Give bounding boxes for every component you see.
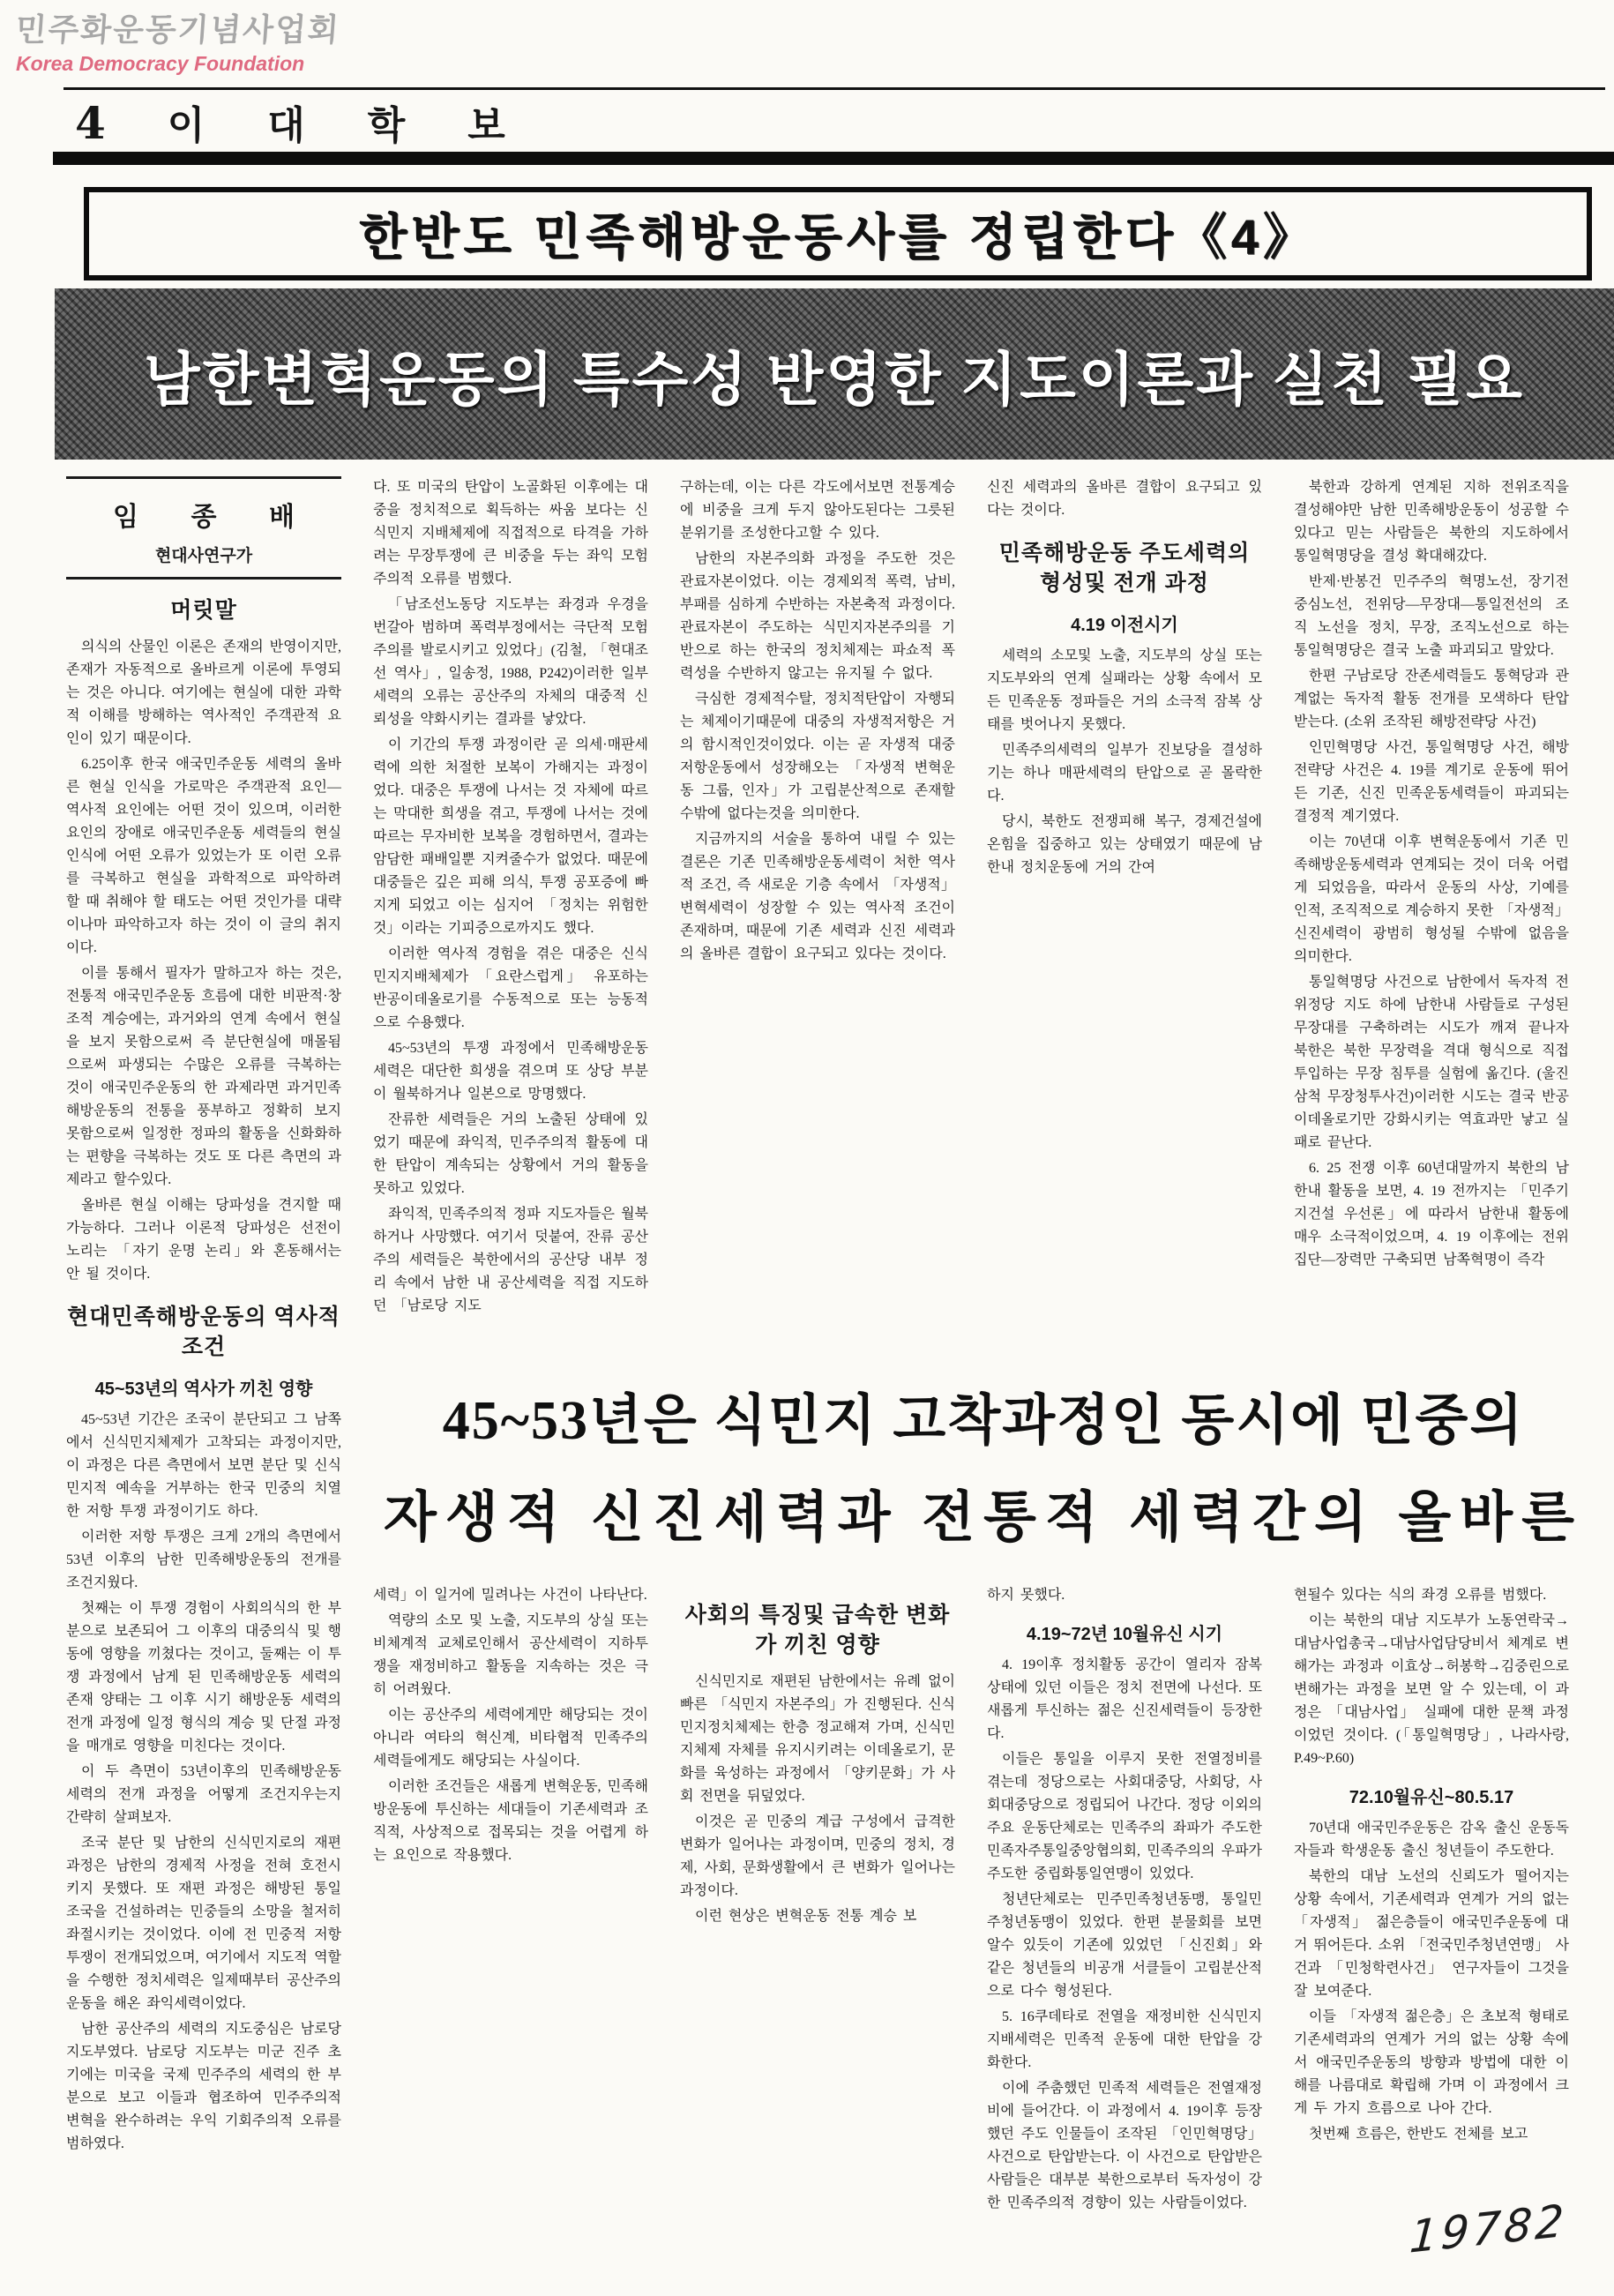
sub-heading: 4.19 이전시기	[1071, 616, 1178, 635]
newspaper-title: 이 대 학 보	[167, 104, 532, 147]
article-column-2-bottom	[373, 1584, 648, 2292]
article-column-3-top	[680, 476, 955, 1369]
paragraph: 첫번째 흐름은, 한반도 전체를 보고	[1309, 2127, 1528, 2142]
paragraph: 이에 주춤했던 민족적 세력들은 전열재정비에 들어간다. 이 과정에서 4. 19이후 등장했던 주도 인물들이 조작된 「인민혁명당」 사건으로 탄압받는다. 이 사건으로 탄압받은 사람들은 대부분 북한으로부터 독자성이 강한 민족주의적 경향이 있는 사람들이었다.	[987, 2081, 1262, 2210]
article-column-4-top	[987, 476, 1262, 1369]
logo-english-text: Korea Democracy Foundation	[16, 52, 305, 75]
mid-headline	[353, 1372, 1614, 1582]
paragraph: 이들 「자생적 젊은층」은 초보적 형태로 기존세력과의 연계가 거의 없는 상황 속에서 애국민주운동의 방향과 방법에 대한 이해를 나름대로 확립해 가며 이 과정에서 크게 두 가지 흐름으로 나아 간다.	[1294, 2009, 1569, 2116]
paragraph: 남한의 자본주의화 과정을 주도한 것은 관료자본이었다. 이는 경제외적 폭력, 남비, 부패를 심하게 수반하는 자본축적 과정이다. 관료자본이 주도하는 식민지자본주의를 기반으로 하는 한국의 정치체제는 파쇼적 폭력성을 수반하지 않고는 유지될 수 없다.	[680, 551, 955, 681]
masthead	[75, 93, 1574, 150]
paragraph: 이러한 조건들은 새롭게 변혁운동, 민족해방운동에 투신하는 세대들이 기존세력과 조직적, 사상적으로 접목되는 것을 어렵게 하는 요인으로 작용했다.	[373, 1779, 648, 1863]
byline-name: 임 종 배	[113, 503, 295, 532]
paragraph: 45~53년의 투쟁 과정에서 민족해방운동 세력은 대단한 희생을 겪으며 또 상당 부분이 월북하거나 일본으로 망명했다.	[373, 1041, 648, 1102]
masthead-bar	[53, 152, 1614, 165]
paragraph: 이러한 역사적 경험을 겪은 대중은 신식민지지배체제가 「요란스럽게」 유포하는 반공이데올로기를 수동적으로 또는 능동적으로 수용했다.	[373, 946, 648, 1030]
article-column-4-bottom	[987, 1584, 1262, 2292]
main-headline	[55, 288, 1614, 460]
paragraph: 6. 25 전쟁 이후 60년대말까지 북한의 남한내 활동을 보면, 4. 19 전까지는 「민주기지건설 우선론」에 따라서 남한내 활동에 매우 소극적이었으며, 4. 19 이후에는 전위집단—장력만 구축되면 남쪽혁명이 즉각	[1294, 1161, 1569, 1268]
paragraph: 한편 구남로당 잔존세력들도 통혁당과 관계없는 독자적 활동 전개를 모색하다 탄압 받는다. (소위 조작된 해방전략당 사건)	[1294, 669, 1569, 729]
paragraph: 70년대 애국민주운동은 감옥 출신 운동독자들과 학생운동 출신 청년들이 주도한다.	[1294, 1821, 1569, 1858]
paragraph: 북한의 대남 노선의 신뢰도가 떨어지는 상황 속에서, 기존세력과 연계가 거의 없는 「자생적」 젊은층들이 애국민주운동에 대거 뛰어든다. 소위 「전국민주청년연맹」 사건과 「민청학련사건」 연구자들이 그것을 잘 보여준다.	[1294, 1869, 1569, 1999]
sub-heading: 4.19~72년 10월유신 시기	[1026, 1625, 1223, 1644]
article-column-1	[66, 476, 341, 2290]
paragraph: 지금까지의 서술을 통하여 내릴 수 있는 결론은 기존 민족해방운동세력이 처한 역사적 조건, 즉 새로운 기층 속에서 「자생적」 변혁세력이 성장할 수 있는 역사적 조건이 존재하며, 때문에 기존 세력과 신진 세력과의 올바른 결합이 요구되고 있다는 것이다.	[680, 832, 955, 961]
logo-korean-text: 민주화운동기념사업회	[14, 11, 342, 48]
article-column-3-bottom	[680, 1584, 955, 2292]
sub-heading: 72.10월유신~80.5.17	[1349, 1788, 1514, 1807]
mid-headline-line2: 자생적 신진세력과 전통적 세력간의 올바른	[383, 1488, 1584, 1548]
paragraph: 당시, 북한도 전쟁피해 복구, 경제건설에 온힘을 집중하고 있는 상태였기 때문에 남한내 정치운동에 거의 간여	[987, 814, 1262, 875]
paragraph: 세력의 소모및 노출, 지도부의 상실 또는 지도부와의 연계 실패라는 상황 속에서 모든 민족운동 정파들은 거의 소극적 잠복 상태를 벗어나지 못했다.	[987, 648, 1262, 732]
series-banner-text: 한반도 민족해방운동사를 정립한다《4》	[359, 209, 1317, 265]
paragraph: 다. 또 미국의 탄압이 노골화된 이후에는 대중을 정치적으로 획득하는 싸움 보다는 신식민지 지배체제에 직접적으로 타격을 가하려는 무장투쟁에 큰 비중을 두는 좌익 모험주의적 오류를 범했다.	[373, 480, 648, 587]
paragraph: 5. 16쿠데타로 전열을 재정비한 신식민지지배세력은 민족적 운동에 대한 탄압을 강화한다.	[987, 2009, 1262, 2070]
article-column-5-top	[1294, 476, 1569, 1369]
article-column-2-top	[373, 476, 648, 1369]
byline-box	[66, 476, 341, 580]
paragraph: 이것은 곧 민중의 계급 구성에서 급격한 변화가 일어나는 과정이며, 민중의 정치, 경제, 사회, 문화생활에서 큰 변화가 일어나는 과정이다.	[680, 1814, 955, 1898]
paragraph: 이 기간의 투쟁 과정이란 곧 의세·매판세력에 의한 처절한 보복이 가해지는 과정이었다. 대중은 투쟁에 나서는 것 자체에 따르는 막대한 희생을 겪고, 투쟁에 나서는 것에 따르는 무자비한 보복을 경험하면서, 결과는 암담한 패배일뿐 지켜줄수가 없었다. 때문에 대중들은 깊은 피해 의식, 투쟁 공포증에 빠지게 되었고 이는 심지어 「정치는 위험한 것」이라는 기피증으로까지도 했다.	[373, 737, 648, 936]
paragraph: 45~53년 기간은 조국이 분단되고 그 남쪽에서 신식민지체제가 고착되는 과정이지만, 이 과정은 다른 측면에서 보면 분단 및 신식민지적 예속을 거부하는 한국 민중의 치열한 저항 투쟁 과정이기도 하다.	[66, 1412, 341, 1519]
paragraph: 이는 북한의 대남 지도부가 노동연락국→대남사업총국→대남사업담당비서 체계로 변해가는 과정과 이효상→허봉학→김중린으로 변해가는 과정을 보면 알 수 있는데, 이 과정은 「대남사업」 실패에 대한 문책 과정이었던 것이다. (「통일혁명당」, 나라사랑, P.49~P.60)	[1294, 1613, 1569, 1766]
paragraph: 6.25이후 한국 애국민주운동 세력의 올바른 현실 인식을 가로막은 주객관적 요인—역사적 요인에는 어떤 것이 있으며, 이러한 요인의 장애로 애국민주운동 세력들의 현실 인식에 어떤 오류가 있었는가 또 이런 오류를 극복하고 현실을 과학적으로 파악하려 할 때 취해야 할 태도는 어떤 것인가를 대략이나마 파악하고자 하는 것이 이 글의 취지이다.	[66, 757, 341, 955]
section-heading: 사회의 특징및 급속한 변화가 끼친 영향	[684, 1603, 951, 1657]
paragraph: 남한 공산주의 세력의 지도중심은 남로당 지도부였다. 남로당 지도부는 미군 진주 초기에는 미국을 국제 민주주의 세력의 한 부분으로 보고 이들과 협조하여 민주주의적 변혁을 완수하려는 우익 기회주의적 오류를 범하였다.	[66, 2022, 341, 2151]
paragraph: 잔류한 세력들은 거의 노출된 상태에 있었기 때문에 좌익적, 민주주의적 활동에 대한 탄압이 계속되는 상황에서 거의 활동을 못하고 있었다.	[373, 1112, 648, 1196]
paragraph: 청년단체로는 민주민족청년동맹, 통일민주청년동맹이 있었다. 한편 분물회를 보면 알수 있듯이 기존에 있었던 「신진회」와 같은 청년들의 비공개 서클들이 고립분산적으로 다수 형성된다.	[987, 1892, 1262, 1999]
paragraph: 첫째는 이 투쟁 경험이 사회의식의 한 부분으로 보존되어 그 이후의 대중의식 및 행동에 영향을 끼쳤다는 것이고, 둘째는 이 투쟁 과정에서 남게 된 민족해방운동 세력의 존재 양태는 그 이후 시기 해방운동 세력의 전개 과정에 일정 형식의 계승 및 단절 과정을 매개로 영향을 미친다는 것이다.	[66, 1601, 341, 1754]
paragraph: 이는 70년대 이후 변혁운동에서 기존 민족해방운동세력과 연계되는 것이 더욱 어렵게 되었음을, 따라서 운동의 사상, 기예를 인적, 조직적으로 계승하지 못한 「자생적」 신진세력이 광범히 형성될 수밖에 없음을 의미한다.	[1294, 834, 1569, 964]
section-heading: 민족해방운동 주도세력의 형성및 전개 과정	[998, 541, 1251, 595]
paragraph: 북한과 강하게 연계된 지하 전위조직을 결성해야만 남한 민족해방운동이 성공할 수 있다고 믿는 사람들은 북한의 지도하에서 통일혁명당을 결성 확대해갔다.	[1294, 480, 1569, 564]
article-column-5-bottom	[1294, 1584, 1569, 2292]
paragraph: 이를 통해서 필자가 말하고자 하는 것은, 전통적 애국민주운동 흐름에 대한 비판적·창조적 계승에는, 과거와의 연계 속에서 현실을 보지 못함으로써 즉 분단현실에 매몰됨으로써 파생되는 수많은 오류를 극복하는 것이 애국민주운동의 한 과제라면 과거민족해방운동의 전통을 풍부하고 정확히 보지 못함으로써 일정한 정파의 활동을 신화화하는 편향을 극복하는 것도 또 다른 측면의 과제라고 할수있다.	[66, 966, 341, 1187]
paragraph: 이 두 측면이 53년이후의 민족해방운동 세력의 전개 과정을 어떻게 조건지우는지 간략히 살펴보자.	[66, 1764, 341, 1825]
paragraph: 신진 세력과의 올바른 결합이 요구되고 있다는 것이다.	[987, 480, 1262, 518]
series-banner	[84, 187, 1592, 280]
korea-democracy-foundation-logo	[16, 5, 340, 76]
paragraph: 좌익적, 민족주의적 정파 지도자들은 월북하거나 사망했다. 여기서 덧붙여, 잔류 공산주의 세력들은 북한에서의 공산당 내부 정리 속에서 남한 내 공산세력을 직접 지도하던 「남로당 지도	[373, 1207, 648, 1313]
paragraph: 4. 19이후 정치활동 공간이 열리자 잠복 상태에 있던 이들은 정치 전면에 나선다. 또 새롭게 투신하는 젊은 신진세력들이 등장한다.	[987, 1657, 1262, 1741]
page-number: 4	[75, 97, 106, 149]
paragraph: 인민혁명당 사건, 통일혁명당 사건, 해방전략당 사건은 4. 19를 계기로 운동에 뛰어든 기존, 신진 민족운동세력들이 파괴되는 결정적 계기였다.	[1294, 740, 1569, 824]
masthead-top-rule	[64, 87, 1605, 90]
paragraph: 통일혁명당 사건으로 남한에서 독자적 전위정당 지도 하에 남한내 사람들로 구성된 무장대를 구축하려는 시도가 깨져 끝나자 북한은 북한 무장력을 격대 형식으로 직접 투입하는 무장 침투를 실험에 옮긴다. (울진삼척 무장청투사건)이러한 시도는 결국 반공이데올로기만 강화시키는 역효과만 낳고 실패로 끝난다.	[1294, 975, 1569, 1150]
paragraph: 조국 분단 및 남한의 신식민지로의 재편 과정은 남한의 경제적 사정을 전혀 호전시키지 못했다. 또 재편 과정은 해방된 통일 조국을 건설하려는 민중들의 소망을 철저히 좌절시키는 것이었다. 이에 전 민중적 저항 투쟁이 전개되었으며, 여기에서 지도적 역할을 수행한 정치세력은 일제때부터 공산주의 운동을 해온 좌익세력이었다.	[66, 1836, 341, 2011]
column-text	[66, 595, 341, 2156]
paragraph: 민족주의세력의 일부가 진보당을 결성하기는 하나 매판세력의 탄압으로 곧 몰락한다.	[987, 743, 1262, 804]
main-headline-text: 남한변혁운동의 특수성 반영한 지도이론과 실천 필요	[143, 348, 1526, 413]
paragraph: 올바른 현실 이해는 당파성을 견지할 때 가능하다. 그러나 이론적 당파성은 선전이 노리는 「자기 운명 논리」와 혼동해서는 안 될 것이다.	[66, 1198, 341, 1282]
paragraph: 세력」이 일거에 밀려나는 사건이 나타난다.	[373, 1588, 647, 1603]
paragraph: 이들은 통일을 이루지 못한 전열정비를 겪는데 정당으로는 사회대중당, 사회당, 사회대중당으로 정립되어 나간다. 정당 이외의 주요 운동단체로는 민족주의 좌파가 주도한 민족자주통일중앙협의회, 민족주의의 우파가 주도한 중립화통일연맹이 있었다.	[987, 1752, 1262, 1881]
paragraph: 이는 공산주의 세력에게만 해당되는 것이 아니라 여타의 혁신계, 비타협적 민족주의 세력들에게도 해당되는 사실이다.	[373, 1708, 648, 1769]
section-heading: 머릿말	[170, 598, 237, 623]
mid-headline-line1: 45~53년은 식민지 고착과정인 동시에 민중의	[442, 1391, 1525, 1451]
paragraph: 「남조선노동당 지도부는 좌경과 우경을 번갈아 범하며 폭력부정에서는 극단적 모험주의를 발로시키고 있었다」(김철, 「현대조선 역사」, 일송정, 1988, P242)이러한 일부 세력의 오류는 공산주의 자체의 대중적 신뢰성을 약화시키는 결과를 낳았다.	[373, 597, 648, 727]
paragraph: 하지 못했다.	[987, 1588, 1065, 1603]
paragraph: 의식의 산물인 이론은 존재의 반영이지만, 존재가 자동적으로 올바르게 이론에 투영되는 것은 아니다. 여기에는 현실에 대한 과학적 이해를 방해하는 역사적인 주객관적 요인이 있기 때문이다.	[66, 639, 341, 746]
paragraph: 극심한 경제적수탈, 정치적탄압이 자행되는 체제이기때문에 대중의 자생적저항은 거의 함시적인것이었다. 이는 곧 자생적 대중저항운동에서 성장해오는 「자생적 변혁운동 그룹, 인자」가 고립분산적으로 존재할 수밖에 없다는것을 의미한다.	[680, 692, 955, 821]
paragraph: 반제·반봉건 민주주의 혁명노선, 장기전 중심노선, 전위당—무장대—통일전선의 조직 노선을 정치, 무장, 조직노선으로 하는 통일혁명당은 결국 노출 파괴되고 말았다.	[1294, 574, 1569, 658]
handwritten-number: 19782	[1408, 2195, 1569, 2263]
paragraph: 신식민지로 재편된 남한에서는 유례 없이 빠른 「식민지 자본주의」가 진행된다. 신식민지정치체제는 한층 정교해져 가며, 신식민지체제 자체를 유지시키려는 이데올로기, 문화를 육성하는 과정에서 「양키문화」가 사회 전면을 뒤덮었다.	[680, 1674, 955, 1804]
paragraph: 이러한 저항 투쟁은 크게 2개의 측면에서 53년 이후의 남한 민족해방운동의 전개를 조건지웠다.	[66, 1529, 341, 1590]
section-heading: 현대민족해방운동의 역사적 조건	[67, 1305, 340, 1359]
paragraph: 구하는데, 이는 다른 각도에서보면 전통계승에 비중을 크게 두지 않아도된다는 그릇된 분위기를 조성한다고할 수 있다.	[680, 480, 955, 541]
paragraph: 역량의 소모 및 노출, 지도부의 상실 또는 비체계적 교체로인해서 공산세력이 지하투쟁을 재정비하고 활동을 지속하는 것은 극히 어려웠다.	[373, 1613, 648, 1697]
paragraph: 현될수 있다는 식의 좌경 오류를 범했다.	[1294, 1588, 1547, 1603]
paragraph: 이런 현상은 변혁운동 전통 계승 보	[695, 1909, 917, 1924]
byline-role: 현대사연구가	[154, 547, 253, 565]
sub-heading: 45~53년의 역사가 끼친 영향	[94, 1380, 313, 1399]
